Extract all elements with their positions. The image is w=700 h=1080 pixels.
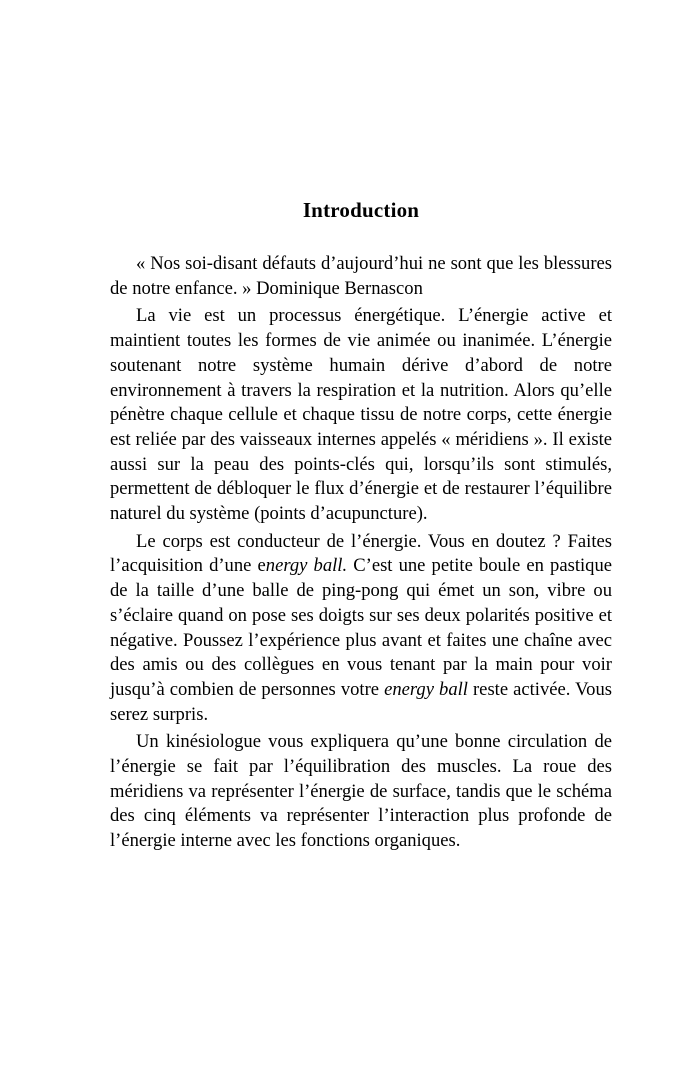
text-column — [110, 197, 612, 854]
epigraph-paragraph: « Nos soi-disant défauts d’aujourd’hui ne sont que les blessures de notre enfance. » Dominique Bernascon — [110, 253, 612, 299]
body-paragraph-energy-definition: La vie est un processus énergétique. L’énergie active et maintient toutes les formes de vie animée ou inanimée. L’énergie soutenant notre système humain dérive d’abord de notre environnement à travers la respiration et la nutrition. Alors qu’elle pénètre chaque cellule et chaque tissu de notre corps, cette énergie est reliée par des vaisseaux internes appelés « méridiens ». Il existe aussi sur la peau des points-clés qui, lorsqu’ils sont stimulés, permettent de débloquer le flux d’énergie et de restaurer l’équilibre naturel du système (points d’acupuncture). — [110, 305, 612, 525]
text-run-roman-3: reste activée. Vous serez surpris. — [110, 678, 612, 725]
text-run-roman: Le corps est conducteur de l’énergie. Vous en doutez ? Faites l’acquisition d’une e — [110, 530, 612, 577]
page-title: Introduction — [302, 198, 420, 222]
body-paragraph-energy-ball — [110, 530, 612, 728]
body-paragraph-kinesiologist: Un kinésiologue vous expliquera qu’une bonne circulation de l’énergie se fait par l’équilibration des muscles. La roue des méridiens va représenter l’énergie de surface, tandis que le schéma des cinq éléments va représenter l’interaction plus profonde de l’énergie interne avec les fonctions organiques. — [110, 731, 612, 852]
text-run-italic-energy-ball-2: energy ball — [384, 678, 468, 700]
text-run-italic-energy-ball-1: nergy ball. — [265, 555, 348, 577]
text-run-roman-2: C’est une petite boule en pastique de la taille d’une balle de ping-pong qui émet un son, vibre ou s’éclaire quand on pose ses doigts sur ses deux polarités positive et négative. Poussez l’expérience plus avant et faites une chaîne avec des amis ou des collègues en vous tenant par la main pour voir jusqu’à combien de personnes votre — [110, 555, 612, 700]
